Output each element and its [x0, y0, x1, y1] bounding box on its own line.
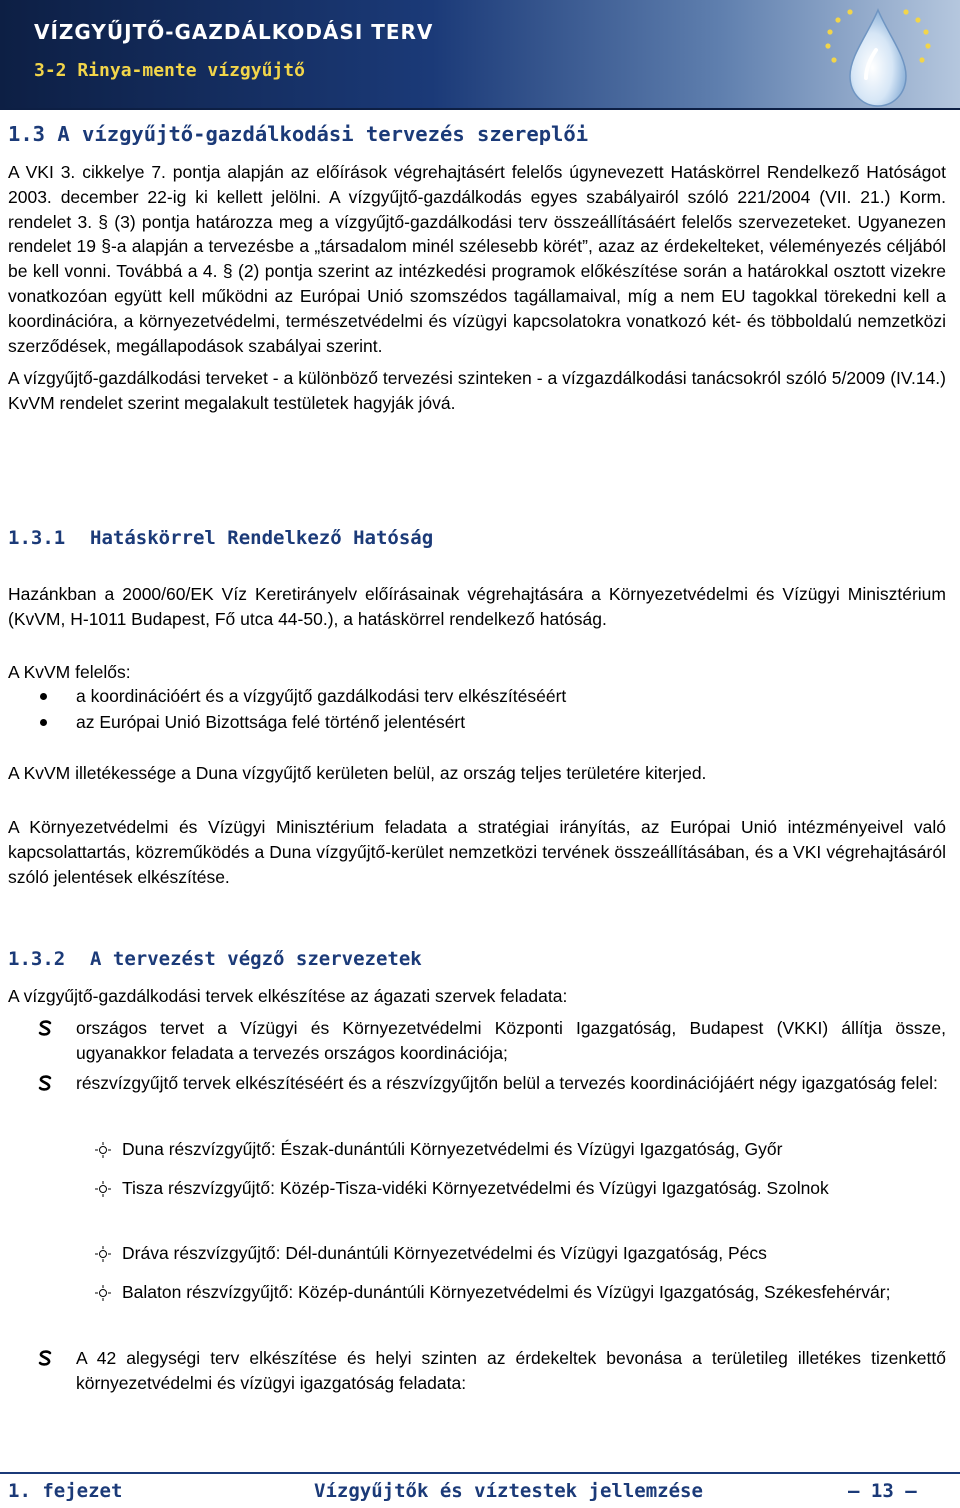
list-item-text: A 42 alegységi terv elkészítése és helyi szinten az érdekeltek bevonása a területileg illetékes tizenkettő környezetvédelmi és vízügyi igazgatóság feladata: [76, 1348, 946, 1393]
list-item [122, 1280, 946, 1305]
s-bullet-icon [38, 1075, 52, 1091]
list-item-text: Dráva részvízgyűjtő: Dél-dunántúli Környezetvédelmi és Vízügyi Igazgatóság, Pécs [122, 1243, 767, 1263]
sub1-paragraph-3: A KvVM illetékessége a Duna vízgyűjtő kerületen belül, az ország teljes területére kiterjed. [8, 763, 707, 783]
sub1-paragraph-1: Hazánkban a 2000/60/EK Víz Keretirányelv előírásainak végrehajtására a Környezetvédelmi és Vízügyi Minisztérium (KvVM, H-1011 Budapest, Fő utca 44-50.), a hatáskörrel rendelkező hatóság. [8, 584, 946, 629]
subsection-title: A tervezést végző szervezetek [90, 948, 422, 970]
page-number: — 13 — [848, 1480, 917, 1502]
list-item-text: Tisza részvízgyűjtő: Közép-Tisza-vidéki Környezetvédelmi és Vízügyi Igazgatóság. Szolnok [122, 1178, 829, 1198]
page-footer [0, 1480, 960, 1506]
list-item: a koordinációért és a vízgyűjtő gazdálkodási terv elkészítéséért [76, 684, 946, 709]
footer-divider [0, 1472, 960, 1474]
section-paragraph-2: A vízgyűjtő-gazdálkodási terveket - a különböző tervezési szinteken - a vízgazdálkodási tanácsokról szóló 5/2009 (IV.14.) KvVM rendelet szerint megalakult testületek hagyják jóvá. [8, 368, 946, 414]
header-subtitle: 3-2 Rinya-mente vízgyűjtő [34, 60, 305, 81]
subsection-title: Hatáskörrel Rendelkező Hatóság [90, 527, 434, 549]
sun-bullet-icon [95, 1246, 111, 1262]
sub1-paragraph-4: A Környezetvédelmi és Vízügyi Minisztérium feladata a stratégiai irányítás, az Európai Unió intézményeivel való kapcsolattartás, közreműködés a Duna vízgyűjtő-kerület nemzetközi tervének összeállításában, és a VKI végrehajtásáról szóló jelentések elkészítése. [8, 817, 946, 887]
list-item [76, 1346, 946, 1396]
footer-title: Vízgyűjtők és víztestek jellemzése [314, 1480, 703, 1502]
section-heading: 1.3 A vízgyűjtő-gazdálkodási tervezés szereplői [8, 122, 589, 146]
sun-bullet-icon [95, 1142, 111, 1158]
subsection-number: 1.3.2 [8, 948, 66, 970]
header-divider [0, 108, 960, 110]
header-title: VÍZGYŰJTŐ-GAZDÁLKODÁSI TERV [34, 20, 434, 44]
list-item-text: országos tervet a Vízügyi és Környezetvédelmi Központi Igazgatóság, Budapest (VKKI) állítja össze, ugyanakkor feladata a tervezés országos koordinációja; [76, 1018, 946, 1063]
list-item [122, 1176, 946, 1201]
footer-chapter: 1. fejezet [8, 1480, 123, 1502]
list-item-text: Duna részvízgyűjtő: Észak-dunántúli Környezetvédelmi és Vízügyi Igazgatóság, Győr [122, 1139, 783, 1159]
s-bullet-icon [38, 1020, 52, 1036]
water-drop-logo-icon [808, 4, 948, 108]
page-header [0, 0, 960, 108]
list-item-text: Balaton részvízgyűjtő: Közép-dunántúli Környezetvédelmi és Vízügyi Igazgatóság, Székesfehérvár; [122, 1282, 891, 1302]
sub2-intro: A vízgyűjtő-gazdálkodási tervek elkészítése az ágazati szervek feladata: [8, 986, 568, 1006]
section-body [8, 160, 946, 416]
subsection-heading-1 [8, 527, 433, 549]
list-item: az Európai Unió Bizottsága felé történő jelentésért [76, 710, 946, 735]
list-item [76, 1016, 946, 1066]
subsection-heading-2 [8, 948, 422, 970]
sun-bullet-icon [95, 1285, 111, 1301]
section-paragraph-1: A VKI 3. cikkelye 7. pontja alapján az előírások végrehajtásért felelős úgynevezett Hatáskörrel Rendelkező Hatóságot 2003. december 22-ig ki kellett jelölni. A vízgyűjtő-gazdálkodás egyes szabályairól szóló 221/2004 (VII. 21.) Korm. rendelet 3. § (3) pontja határozza meg a vízgyűjtő-gazdálkodási terv összeállításáért felelős szervezeteket. Ugyanezen rendelet 19 §-a alapján a tervezésbe a „társadalom minél szélesebb körét”, azaz az érdekelteket, véleményezés céljából be kell vonni. Továbbá a 4. § (2) pontja szerint az intézkedési programok előkészítése során a határokkal osztott vizekre vonatkozóan együtt kell működni az Európai Unió szomszédos tagállamaival, míg a nem EU tagokkal törekedni kell a koordinációra, a környezetvédelmi, természetvédelmi és vízügyi kapcsolatokra vonatkozó két- és többoldalú nemzetközi szerződések, megállapodások szabályai szerint. [8, 162, 946, 356]
list-item [122, 1137, 946, 1162]
subsection-number: 1.3.1 [8, 527, 66, 549]
sun-bullet-icon [95, 1181, 111, 1197]
list-item-text: részvízgyűjtő tervek elkészítéséért és a részvízgyűjtőn belül a tervezés koordinációjáért négy igazgatóság felel: [76, 1073, 938, 1093]
s-bullet-icon [38, 1350, 52, 1366]
list-item [122, 1241, 946, 1266]
sub1-paragraph-2: A KvVM felelős: [8, 662, 131, 682]
list-item [76, 1071, 946, 1096]
